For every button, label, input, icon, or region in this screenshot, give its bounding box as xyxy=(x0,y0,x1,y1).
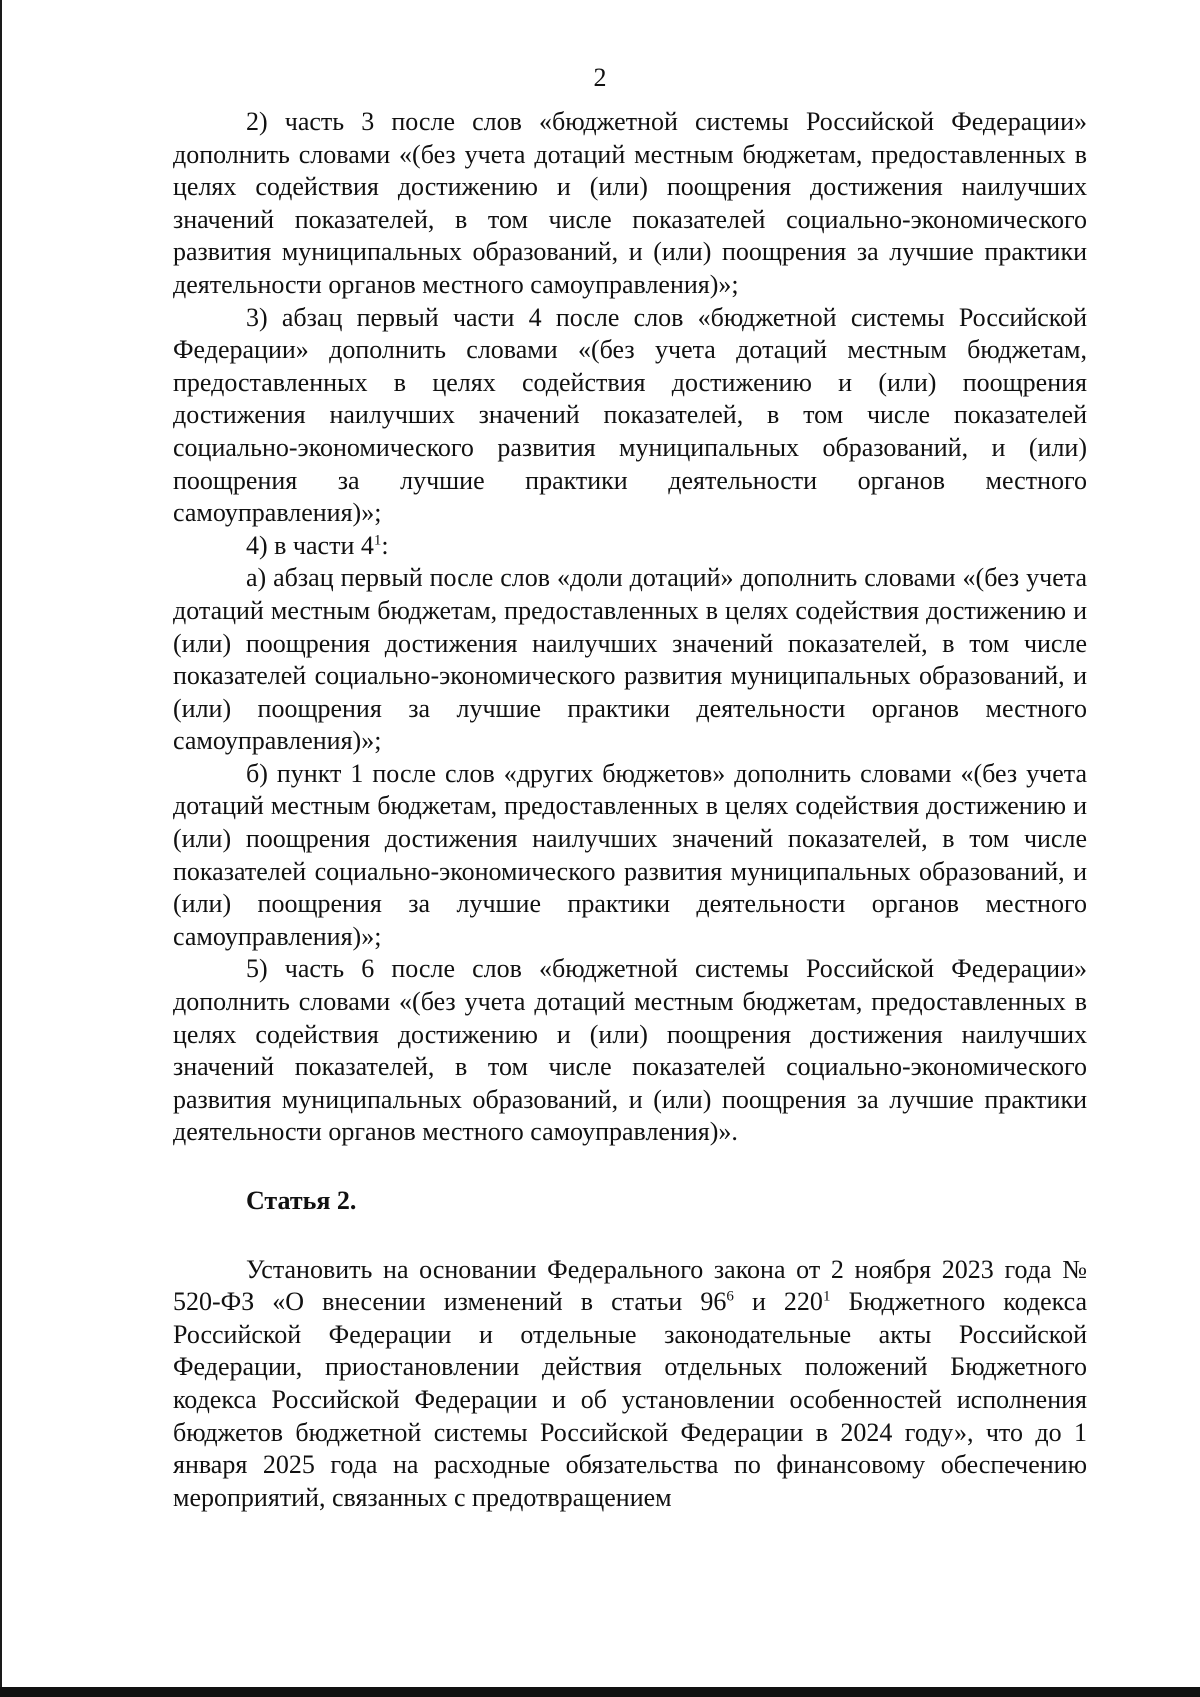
scan-bottom-edge xyxy=(0,1687,1200,1697)
item-4-text: 4) в части 4 xyxy=(246,530,374,560)
page-number: 2 xyxy=(593,63,607,92)
document-body xyxy=(173,106,1087,1514)
article-2-text-2: и 220 xyxy=(733,1287,823,1317)
article-2-text-1: Установить на основании Федерального закона от 2 ноября 2023 года № 520-ФЗ «О внесении изменений в статьи 96 xyxy=(173,1254,1087,1317)
subitem-b: б) пункт 1 после слов «других бюджетов» дополнить словами «(без учета дотаций местным бюджетам, предоставленных в целях содействия достижению и (или) поощрения достижения наилучших значений показателей, в том числе показателей социально-экономического развития муниципальных образований, и (или) поощрения за лучшие практики деятельности органов местного самоуправления)»; xyxy=(173,758,1087,951)
item-4-colon: : xyxy=(381,530,389,560)
paragraph-item-4 xyxy=(173,530,1087,563)
article-2-paragraph xyxy=(173,1254,1087,1515)
scan-left-edge xyxy=(0,0,2,1697)
paragraph-item-3: 3) абзац первый части 4 после слов «бюджетной системы Российской Федерации» дополнить словами «(без учета дотаций местным бюджетам, предоставленных в целях содействия достижению и (или) поощрения достижения наилучших значений показателей, в том числе показателей социально-экономического развития муниципальных образований, и (или) поощрения за лучшие практики деятельности органов местного самоуправления)»; xyxy=(173,302,1087,528)
paragraph-item-5: 5) часть 6 после слов «бюджетной системы Российской Федерации» дополнить словами «(без учета дотаций местным бюджетам, предоставленных в целях содействия достижению и (или) поощрения достижения наилучших значений показателей, в том числе показателей социально-экономического развития муниципальных образований, и (или) поощрения за лучшие практики деятельности органов местного самоуправления)». xyxy=(173,954,1087,1147)
article-heading: Статья 2. xyxy=(246,1186,357,1215)
article-2-superscript-1: 6 xyxy=(726,1288,734,1305)
article-2-superscript-2: 1 xyxy=(822,1288,831,1305)
item-4-superscript: 1 xyxy=(373,532,382,549)
article-2-text-3: Бюджетного кодекса Российской Федерации и отдельные законодательные акты Российской Федерации, приостановлении действия отдельных положений Бюджетного кодекса Российской Федерации и об установлении особенностей исполнения бюджетов бюджетной системы Российской Федерации в 2024 году», что до 1 января 2025 года на расходные обязательства по финансовому обеспечению мероприятий, связанных с предотвращением xyxy=(173,1287,1087,1512)
paragraph-item-2: 2) часть 3 после слов «бюджетной системы Российской Федерации» дополнить словами «(без учета дотаций местным бюджетам, предоставленных в целях содействия достижению и (или) поощрения достижения наилучших значений показателей, в том числе показателей социально-экономического развития муниципальных образований, и (или) поощрения за лучшие практики деятельности органов местного самоуправления)»; xyxy=(173,107,1087,299)
subitem-a: а) абзац первый после слов «доли дотаций» дополнить словами «(без учета дотаций местным бюджетам, предоставленных в целях содействия достижению и (или) поощрения достижения наилучших значений показателей, в том числе показателей социально-экономического развития муниципальных образований, и (или) поощрения за лучшие практики деятельности органов местного самоуправления)»; xyxy=(173,563,1087,756)
